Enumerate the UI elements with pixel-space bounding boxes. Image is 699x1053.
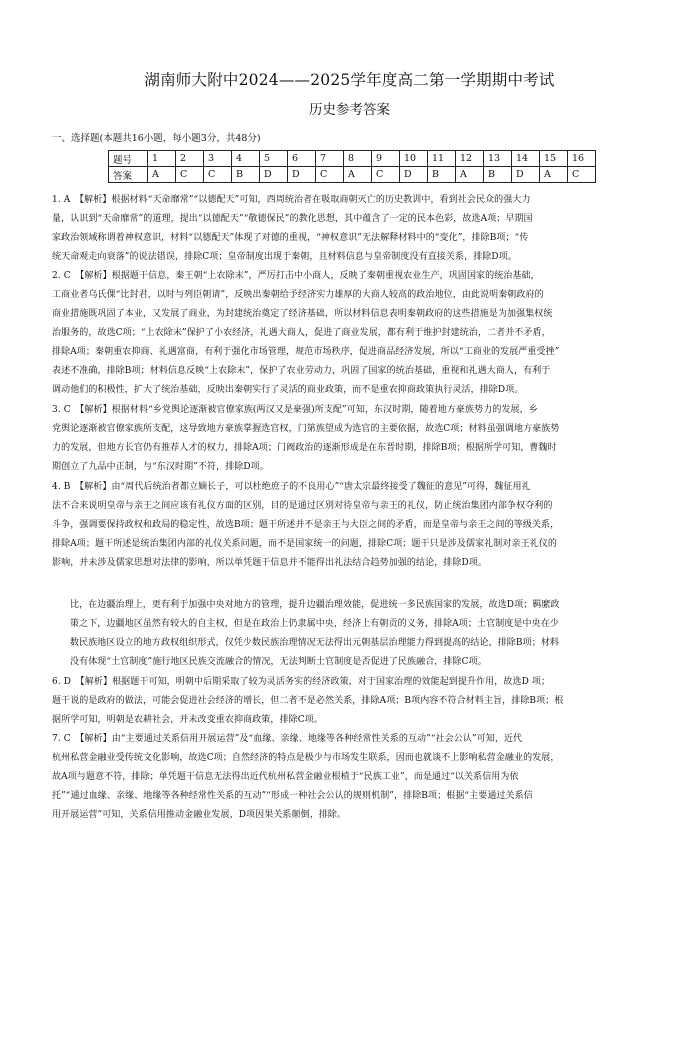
question-number-cell: 11 bbox=[428, 151, 456, 167]
text-line: 量，认识到“天命靡常”的道理，提出“以德配天”“敬德保民”的教化思想，其中蕴含了一定的民本色彩，故选A项；早期国 bbox=[52, 214, 533, 224]
text-line: 比，在边疆治理上，更有利于加强中央对地方的管理，提升边疆治理效能，促进统一多民族国家的发展，故选D项；羁縻政 bbox=[70, 600, 560, 610]
text-line: 数民族地区设立的地方政权组织形式，仅凭少数民族治理情况无法得出元朝基层治理能力得到提高的结论，排除B项；材料 bbox=[70, 638, 560, 648]
question-number-cell: 16 bbox=[568, 151, 596, 167]
question-number-cell: 3 bbox=[204, 151, 232, 167]
text-line: 家政治领域称谓着神权意识，材料“以德配天”体现了对德的重视，“神权意识”无法解释材料中的“变化”，排除B项；“传 bbox=[52, 233, 529, 243]
text-line: 工商业者乌氏倮“比封君，以时与列臣朝请”，反映出秦朝给予经济实力雄厚的大商人较高的政治地位，由此说明秦朝政府的 bbox=[52, 290, 544, 300]
question-number-cell: 15 bbox=[540, 151, 568, 167]
answer-cell: B bbox=[484, 167, 512, 183]
question-number-cell: 8 bbox=[344, 151, 372, 167]
question-number-cell: 1 bbox=[148, 151, 176, 167]
answer-cell: B bbox=[428, 167, 456, 183]
explanation-6 bbox=[52, 673, 653, 730]
text-line: 用开展运营”可知，关系信用推动金融业发展，D项因果关系颠倒，排除。 bbox=[52, 810, 347, 820]
explanation-1 bbox=[52, 191, 653, 267]
exam-title: 湖南师大附中2024——2025学年度高二第一学期期中考试 bbox=[144, 71, 555, 89]
explanation-7 bbox=[52, 730, 653, 825]
text-line: 治服务的，故选C项；“上农除末”保护了小农经济，礼遇大商人，促进了商业发展，都有利于维护封建统治，二者并不矛盾， bbox=[52, 328, 551, 338]
explanation-5-continued bbox=[70, 596, 653, 672]
text-line: 没有体现“土官制度”施行地区民族交流融合的情况，无法判断土官制度是否促进了民族融合，排除C项。 bbox=[70, 657, 487, 667]
question-number-cell: 4 bbox=[232, 151, 260, 167]
answer-cell: A bbox=[148, 167, 176, 183]
text-line: 托”“通过血缘、亲缘、地缘等各种经常性关系的互动”“形成一种社会公认的规则机制”，排除B项；根据“主要通过关系信 bbox=[52, 791, 533, 801]
question-number-cell: 12 bbox=[456, 151, 484, 167]
question-number-cell: 13 bbox=[484, 151, 512, 167]
text-line: 3. C 【解析】根据材料“乡党舆论逐渐被官僚家族(两汉又是豪强)所支配”可知，东汉时期，随着地方豪族势力的发展，乡 bbox=[52, 405, 538, 415]
text-line: 策之下，边疆地区虽然有较大的自主权，但是在政治上仍隶属中央，经济上有朝贡的义务，排除A项；土官制度是中央在少 bbox=[70, 619, 559, 629]
answer-row bbox=[109, 167, 596, 183]
text-line: 6. D 【解析】根据题干可知，明朝中后期采取了较为灵活务实的经济政策，对于国家治理的效能起到提升作用，故选D 项； bbox=[52, 677, 551, 687]
text-line: 期创立了九品中正制，与“东汉时期”不符，排除D项。 bbox=[52, 462, 269, 472]
text-line: 力的发展，但地方长官仍有推荐人才的权力，排除A项；门阀政治的逐渐形成是在东晋时期，排除B项；根据所学可知，曹魏时 bbox=[52, 443, 557, 453]
text-line: 杭州私营金融业受传统文化影响，故选C项；自然经济的特点是极少与市场发生联系，因而也就谈不上影响私营金融业的发展， bbox=[52, 753, 560, 763]
question-number-cell: 10 bbox=[400, 151, 428, 167]
question-number-cell: 5 bbox=[260, 151, 288, 167]
text-line: 法不合来说明皇帝与亲王之间应该有礼仪方面的区别，目的是通过区别对待皇帝与亲王的礼仪，防止统治集团内部争权夺利的 bbox=[52, 501, 553, 511]
answer-table bbox=[108, 150, 596, 183]
text-line: 2. C 【解析】根据题干信息，秦王朝“上农除末”，严厉打击中小商人，反映了秦朝重视农业生产，巩固国家的统治基础， bbox=[52, 271, 540, 281]
answer-cell: A bbox=[540, 167, 568, 183]
text-line: 党舆论逐渐被官僚家族所支配，这导致地方豪族掌握选官权，门第族望成为选官的主要依据，故选C项；材料虽强调地方豪族势 bbox=[52, 424, 560, 434]
explanation-4 bbox=[52, 478, 653, 573]
answer-cell: C bbox=[568, 167, 596, 183]
text-line: 故A项与题意不符，排除；单凭题干信息无法得出近代杭州私营金融业根植于“民族工业”，而是通过“以关系信用为依 bbox=[52, 772, 519, 782]
text-line: 据所学可知，明朝是农耕社会，并未改变重农抑商政策，排除C项。 bbox=[52, 715, 323, 725]
text-line: 排除A项；秦朝重农抑商、礼遇富商，有利于强化市场管理，规范市场秩序，促进商品经济发展，所以“工商业的发展严重受挫” bbox=[52, 347, 560, 357]
text-line: 影响，并未涉及儒家思想对法律的影响，所以单凭题干信息并不能得出礼法结合趋势加强的结论，排除D项。 bbox=[52, 558, 488, 568]
explanation-2 bbox=[52, 267, 653, 400]
answer-cell: A bbox=[456, 167, 484, 183]
text-line: 表述不准确，排除B项；材料信息反映“上农除末”，保护了农业劳动力，巩固了国家的统治基础，重视和礼遇大商人，有利于 bbox=[52, 366, 551, 376]
text-line: 斗争，强调要保持政权和政局的稳定性，故选B项；题干所述并不是亲王与大臣之间的矛盾，而是皇帝与亲王之间的等级关系， bbox=[52, 520, 560, 530]
text-line: 题干说的是政府的做法，可能会促进社会经济的增长，但二者不是必然关系，排除A项；B项内容不符合材料主旨，排除B项；根 bbox=[52, 696, 564, 706]
text-line: 1. A 【解析】根据材料“天命靡常”“以德配天”可知，西周统治者在吸取商朝灭亡的历史教训中，看到社会民众的强大力 bbox=[52, 195, 531, 205]
question-number-cell: 14 bbox=[512, 151, 540, 167]
question-number-cell: 6 bbox=[288, 151, 316, 167]
answer-cell: C bbox=[316, 167, 344, 183]
text-line: 调动他们的积极性，扩大了统治基础，反映出秦朝实行了灵活的商业政策，而不是重农抑商政策执行灵活，排除D项。 bbox=[52, 385, 524, 395]
answer-cell: C bbox=[204, 167, 232, 183]
text-line: 商业措施既巩固了本业，又发展了商业，为封建统治奠定了经济基础，所以材料信息表明秦朝政府的这些措施是为加强集权统 bbox=[52, 309, 553, 319]
answer-cell: D bbox=[512, 167, 540, 183]
question-number-label: 题号 bbox=[109, 151, 148, 167]
question-number-cell: 2 bbox=[176, 151, 204, 167]
question-number-row bbox=[109, 151, 596, 167]
question-number-cell: 7 bbox=[316, 151, 344, 167]
text-line: 排除A项；题干所述是统治集团内部的礼仪关系问题，而不是国家统一的问题，排除C项；题干只是涉及儒家礼制对亲王礼仪的 bbox=[52, 539, 557, 549]
answer-cell: B bbox=[232, 167, 260, 183]
answer-cell: D bbox=[400, 167, 428, 183]
answer-key-subtitle: 历史参考答案 bbox=[309, 102, 390, 118]
section-heading: 一、选择题(本题共16小题，每小题3分，共48分) bbox=[52, 133, 261, 144]
question-number-cell: 9 bbox=[372, 151, 400, 167]
text-line: 4. B 【解析】由“周代后统治者都立嫡长子，可以杜绝庶子的不良用心”“唐太宗最终接受了魏征的意见”可得，魏征用礼 bbox=[52, 482, 531, 492]
answer-cell: C bbox=[176, 167, 204, 183]
answer-cell: D bbox=[260, 167, 288, 183]
answer-label: 答案 bbox=[109, 167, 148, 183]
explanation-3 bbox=[52, 401, 653, 477]
answer-cell: A bbox=[344, 167, 372, 183]
answer-cell: C bbox=[372, 167, 400, 183]
text-line: 统天命观走向衰落”的说法错误，排除C项；皇帝制度出现于秦朝，且材料信息与皇帝制度没有直接关系，排除D项。 bbox=[52, 252, 517, 262]
text-line: 7. C 【解析】由“主要通过关系信用开展运营”及“血缘、亲缘、地缘等各种经常性关系的互动”“社会公认”可知，近代 bbox=[52, 734, 523, 744]
answer-cell: D bbox=[288, 167, 316, 183]
